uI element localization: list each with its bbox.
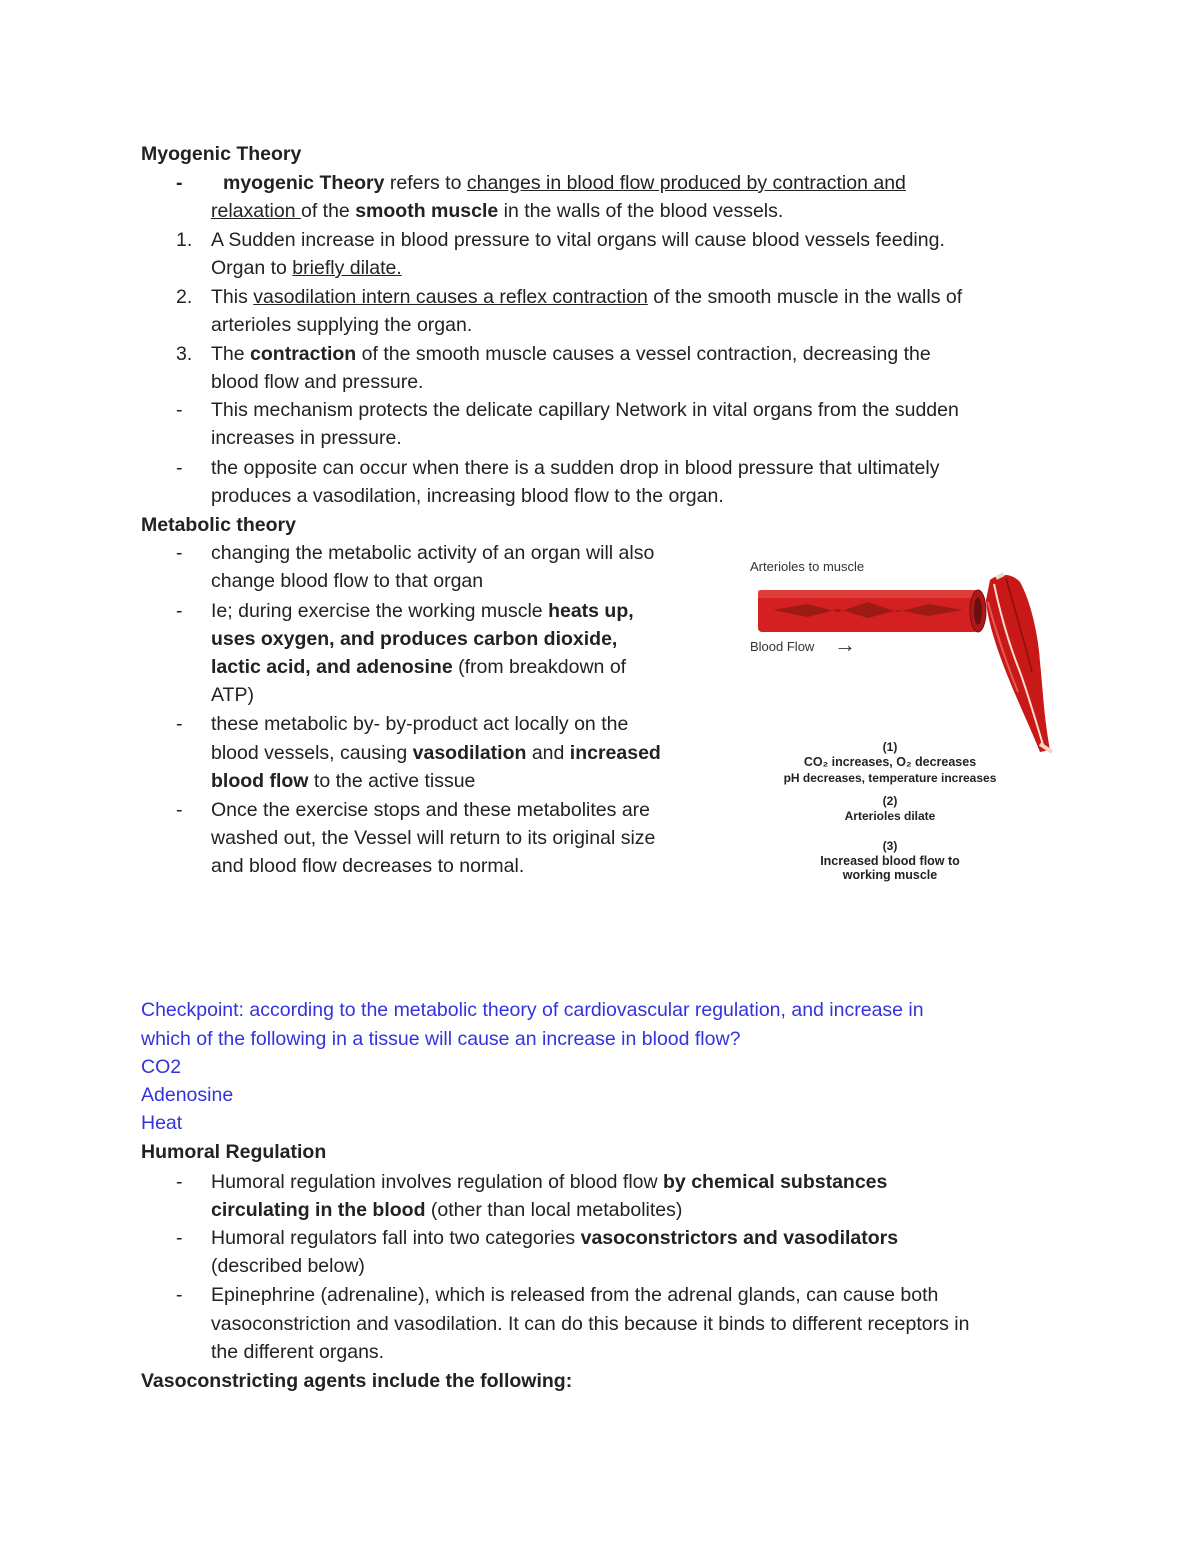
bold-text: smooth muscle [355, 200, 499, 222]
text-run: blood vessels, causing [211, 742, 413, 764]
metabolic-bullet2-line2: uses oxygen, and produces carbon dioxide, [211, 628, 618, 650]
bold-text: blood flow [211, 770, 309, 792]
myogenic-item1-line2 [211, 254, 402, 282]
myogenic-definition-line2 [211, 197, 783, 225]
list-number: 2. [176, 286, 193, 308]
bullet-marker: - [176, 399, 183, 421]
text-run: The [211, 343, 251, 365]
vasoconstricting-heading: Vasoconstricting agents include the following: [141, 1370, 573, 1392]
figure-step3-number: (3) [882, 839, 898, 853]
humoral-bullet3-line1: Epinephrine (adrenaline), which is released from the adrenal glands, can cause both [211, 1284, 939, 1306]
bold-text: increased [569, 742, 661, 764]
myogenic-bullet2-line2: produces a vasodilation, increasing blood flow to the organ. [211, 485, 724, 507]
figure-label-arterioles: Arterioles to muscle [750, 559, 865, 574]
metabolic-bullet2-line4: ATP) [211, 684, 254, 706]
myogenic-definition-line1 [223, 169, 906, 197]
metabolic-bullet3-line1: these metabolic by- by-product act locally on the [211, 713, 629, 735]
myogenic-term: myogenic Theory [223, 172, 385, 194]
humoral-bullet2-line2: (described below) [211, 1255, 365, 1277]
figure-step3-line2: working muscle [842, 868, 938, 882]
bold-text: heats up, [548, 600, 634, 622]
metabolic-bullet2-line3 [211, 653, 626, 681]
text-run: in the walls of the blood vessels. [498, 200, 784, 222]
checkpoint-option-adenosine: Adenosine [141, 1084, 234, 1106]
underlined-text: changes in blood flow produced by contraction and [466, 172, 906, 194]
bullet-marker: - [176, 1171, 183, 1193]
text-run: of the smooth muscle in the walls of [647, 286, 963, 308]
figure-step1-line2: pH decreases, temperature increases [783, 771, 997, 785]
myogenic-item3-line1 [211, 340, 931, 368]
checkpoint-option-heat: Heat [141, 1112, 183, 1134]
text-run: Ie; during exercise the working muscle [211, 600, 549, 622]
text-run: and [526, 742, 570, 764]
text-run: to the active tissue [308, 770, 476, 792]
bold-text: by chemical substances [663, 1171, 888, 1193]
bold-text: vasoconstrictors and vasodilators [580, 1227, 899, 1249]
figure-step3-line1: Increased blood flow to [820, 854, 960, 868]
figure-label-blood-flow: Blood Flow [750, 639, 815, 654]
text-run: (other than local metabolites) [425, 1199, 683, 1221]
myogenic-bullet1-line2: increases in pressure. [211, 427, 402, 449]
metabolic-bullet2-line1 [211, 597, 634, 625]
bold-text: vasodilation [412, 742, 527, 764]
bullet-marker: - [176, 172, 183, 194]
text-run: of the smooth muscle causes a vessel contraction, decreasing the [356, 343, 931, 365]
bold-text: lactic acid, and adenosine [211, 656, 453, 678]
arterioles-muscle-figure [738, 552, 1058, 892]
text-run: (from breakdown of [452, 656, 627, 678]
text-run: of the [300, 200, 356, 222]
text-run: Humoral regulation involves regulation of blood flow [211, 1171, 664, 1193]
list-number: 3. [176, 343, 193, 365]
text-run: This [211, 286, 254, 308]
myogenic-item2-line1 [211, 283, 962, 311]
list-number: 1. [176, 229, 193, 251]
bullet-marker: - [176, 1284, 183, 1306]
bullet-marker: - [176, 799, 183, 821]
humoral-heading: Humoral Regulation [141, 1141, 327, 1163]
myogenic-bullet1-line1: This mechanism protects the delicate capillary Network in vital organs from the sudden [211, 399, 959, 421]
text-run: Humoral regulators fall into two categories [211, 1227, 581, 1249]
underlined-text: briefly dilate. [292, 257, 402, 279]
bullet-marker: - [176, 713, 183, 735]
figure-step2-number: (2) [882, 794, 898, 808]
underlined-text: vasodilation intern causes a reflex contraction [253, 286, 648, 308]
bullet-marker: - [176, 542, 183, 564]
humoral-bullet3-line3: the different organs. [211, 1341, 385, 1363]
metabolic-bullet1-line1: changing the metabolic activity of an organ will also [211, 542, 655, 564]
myogenic-heading: Myogenic Theory [141, 143, 302, 165]
checkpoint-option-co2: CO2 [141, 1056, 182, 1078]
bullet-marker: - [176, 457, 183, 479]
metabolic-bullet3-line2 [211, 739, 661, 767]
arteriole-vessel-icon [758, 590, 986, 632]
humoral-bullet1-line2 [211, 1196, 682, 1224]
humoral-bullet1-line1 [211, 1168, 887, 1196]
myogenic-item2-line2: arterioles supplying the organ. [211, 314, 473, 336]
metabolic-bullet4-line1: Once the exercise stops and these metabolites are [211, 799, 650, 821]
myogenic-item3-line2: blood flow and pressure. [211, 371, 424, 393]
metabolic-bullet3-line3 [211, 767, 475, 795]
bullet-marker: - [176, 1227, 183, 1249]
metabolic-heading: Metabolic theory [141, 514, 296, 536]
metabolic-bullet1-line2: change blood flow to that organ [211, 570, 484, 592]
bold-text: circulating in the blood [211, 1199, 426, 1221]
blood-flow-arrow-icon: → [834, 632, 856, 657]
humoral-bullet2-line1 [211, 1224, 898, 1252]
figure-step1-number: (1) [882, 740, 898, 754]
bold-text: contraction [250, 343, 357, 365]
text-run: refers to [384, 172, 467, 194]
bullet-marker: - [176, 600, 183, 622]
underlined-text: relaxation [211, 200, 301, 222]
figure-step2-line1: Arterioles dilate [844, 809, 936, 823]
myogenic-item1-line1: A Sudden increase in blood pressure to vital organs will cause blood vessels feeding. [211, 229, 945, 251]
metabolic-bullet4-line3: and blood flow decreases to normal. [211, 855, 525, 877]
muscle-icon [986, 574, 1052, 752]
metabolic-bullet4-line2: washed out, the Vessel will return to its original size [211, 827, 656, 849]
checkpoint-line1: Checkpoint: according to the metabolic theory of cardiovascular regulation, and increase in [141, 999, 924, 1021]
humoral-bullet3-line2: vasoconstriction and vasodilation. It can do this because it binds to different receptors in [211, 1313, 970, 1335]
text-run: Organ to [211, 257, 293, 279]
myogenic-bullet2-line1: the opposite can occur when there is a sudden drop in blood pressure that ultimately [211, 457, 940, 479]
checkpoint-line2: which of the following in a tissue will cause an increase in blood flow? [141, 1028, 741, 1050]
figure-step1-line1: CO₂ increases, O₂ decreases [803, 755, 977, 769]
